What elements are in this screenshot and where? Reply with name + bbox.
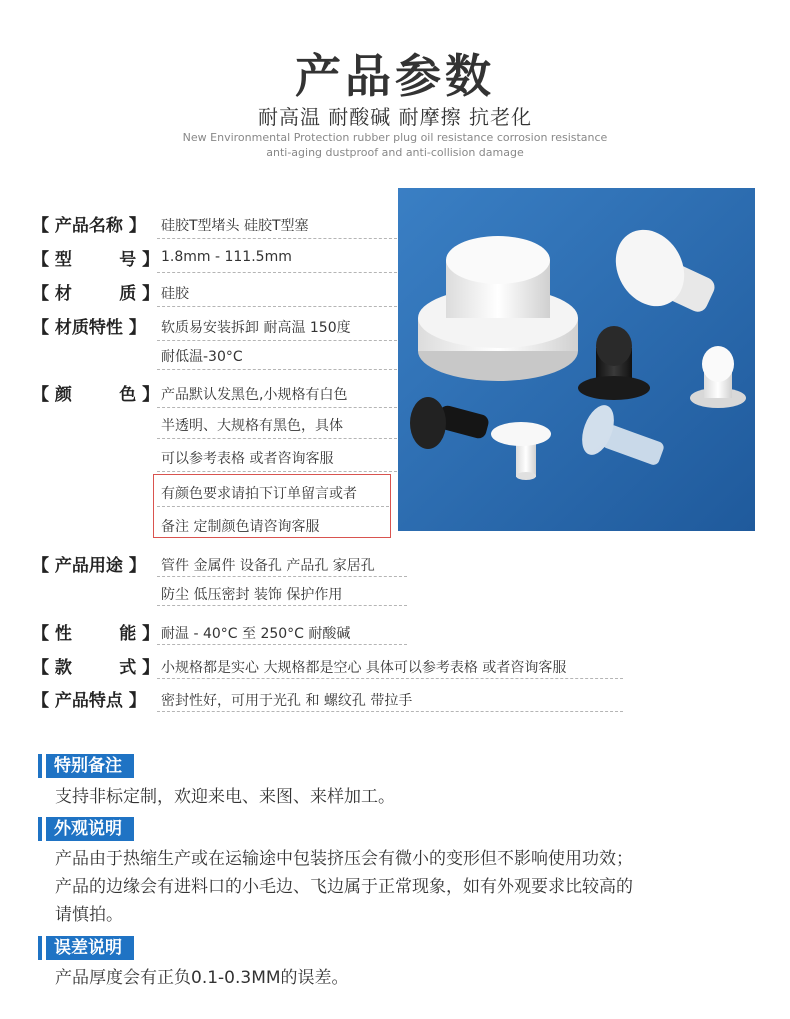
spec-label-color: 【 颜 色 】 [32,385,160,405]
spec-value-performance: 耐温 - 40°C 至 250°C 耐酸碱 [161,626,351,642]
page-subtitle: 耐高温 耐酸碱 耐摩擦 抗老化 [257,105,533,129]
section-title-tolerance: 误差说明 [46,936,134,960]
divider [157,272,397,273]
section-title-appearance: 外观说明 [46,817,134,841]
spec-label-performance: 【 性 能 】 [32,624,160,644]
spec-label-model: 【 型 号 】 [32,250,160,270]
product-photo [398,188,755,531]
section-marker [38,936,42,960]
divider [157,678,623,679]
section-marker [38,754,42,778]
section-text-appearance-2: 产品的边缘会有进料口的小毛边、飞边属于正常现象，如有外观要求比较高的 [55,877,633,897]
section-title-special-note: 特别备注 [46,754,134,778]
divider [157,471,397,472]
spec-color-note-2: 备注 定制颜色请咨询客服 [161,519,320,535]
divider [157,711,623,712]
english-description-line-1: New Environmental Protection rubber plug oil resistance corrosion resistance [182,131,608,144]
spec-value-usage-1: 管件 金属件 设备孔 产品孔 家居孔 [161,558,375,574]
spec-value-color-2: 半透明、大规格有黑色，具体 [161,418,343,434]
spec-label-product-name: 【 产品名称 】 [32,216,146,236]
spec-value-usage-2: 防尘 低压密封 装饰 保护作用 [161,587,343,603]
page-title: 产品参数 [295,49,495,103]
section-marker [38,817,42,841]
spec-label-material-property: 【 材质特性 】 [32,318,146,338]
section-text-appearance-1: 产品由于热缩生产或在运输途中包装挤压会有微小的变形但不影响使用功效； [55,849,633,869]
spec-color-note-1: 有颜色要求请拍下订单留言或者 [161,486,357,502]
spec-value-color-3: 可以参考表格 或者咨询客服 [161,451,334,467]
spec-label-material: 【 材 质 】 [32,284,160,304]
spec-value-material-property-2: 耐低温-30°C [161,349,243,365]
spec-label-style: 【 款 式 】 [32,658,160,678]
divider [157,340,397,341]
divider [157,369,397,370]
spec-value-model: 1.8mm - 111.5mm [161,249,292,265]
spec-label-usage: 【 产品用途 】 [32,556,146,576]
spec-value-material: 硅胶 [161,286,189,302]
section-text-tolerance: 产品厚度会有正负0.1-0.3MM的误差。 [55,968,349,988]
divider [157,605,407,606]
section-text-special-note: 支持非标定制，欢迎来电、来图、来样加工。 [55,787,395,807]
spec-value-color-1: 产品默认发黑色,小规格有白色 [161,387,348,403]
divider [157,238,397,239]
section-text-appearance-3: 请慎拍。 [55,905,123,925]
english-description-line-2: anti-aging dustproof and anti-collision damage [266,146,524,159]
divider [157,407,397,408]
spec-value-style: 小规格都是实心 大规格都是空心 具体可以参考表格 或者咨询客服 [161,660,567,676]
spec-value-feature: 密封性好，可用于光孔 和 螺纹孔 带拉手 [161,693,413,709]
divider [157,576,407,577]
divider [157,306,397,307]
divider [157,506,389,507]
spec-value-product-name: 硅胶T型堵头 硅胶T型塞 [161,218,309,234]
spec-value-material-property-1: 软质易安装拆卸 耐高温 150度 [161,320,351,336]
divider [157,438,397,439]
divider [157,644,407,645]
spec-label-feature: 【 产品特点 】 [32,691,146,711]
